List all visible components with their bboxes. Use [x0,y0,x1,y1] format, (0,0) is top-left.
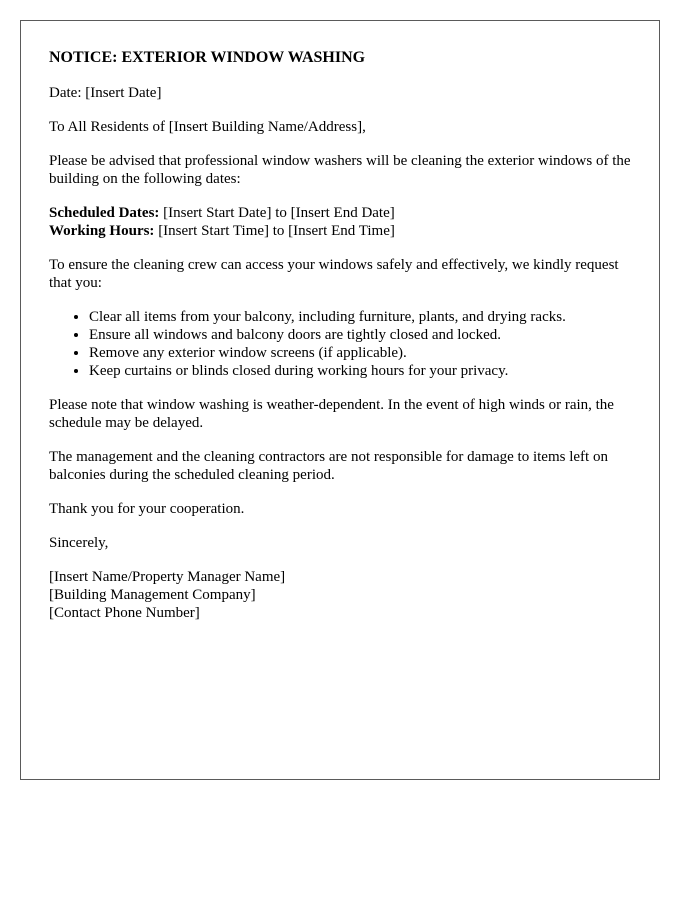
weather-note: Please note that window washing is weather-dependent. In the event of high winds or rain, the schedule may be delayed. [49,397,614,431]
working-hours-label: Working Hours: [49,223,155,239]
notice-title: NOTICE: EXTERIOR WINDOW WASHING [49,49,366,66]
working-hours-value: [Insert Start Time] to [Insert End Time] [154,223,395,239]
liability-note: The management and the cleaning contractors are not responsible for damage to items left on balconies during the scheduled cleaning period. [49,449,608,483]
request-intro: To ensure the cleaning crew can access your windows safely and effectively, we kindly request that you: [49,257,619,291]
request-list [49,308,631,380]
signature-name: [Insert Name/Property Manager Name] [49,569,286,585]
list-item: • Remove any exterior window screens (if applicable). [89,344,631,362]
list-item: • Clear all items from your balcony, including furniture, plants, and drying racks. [89,308,631,326]
scheduled-dates-label: Scheduled Dates: [49,205,160,221]
schedule-block [49,204,631,240]
signature-phone: [Contact Phone Number] [49,605,200,621]
thanks-line: Thank you for your cooperation. [49,501,245,517]
notice-document [20,20,660,780]
closing-line: Sincerely, [49,535,109,551]
signature-block [49,568,631,622]
salutation: To All Residents of [Insert Building Name/Address], [49,119,366,135]
intro-paragraph: Please be advised that professional window washers will be cleaning the exterior windows of the building on the following dates: [49,153,631,187]
scheduled-dates-value: [Insert Start Date] to [Insert End Date] [159,205,395,221]
list-item: • Ensure all windows and balcony doors are tightly closed and locked. [89,326,631,344]
working-hours-line [49,222,631,240]
signature-company: [Building Management Company] [49,587,256,603]
scheduled-dates-line [49,204,631,222]
date-line: Date: [Insert Date] [49,85,162,101]
list-item: • Keep curtains or blinds closed during working hours for your privacy. [89,362,631,380]
